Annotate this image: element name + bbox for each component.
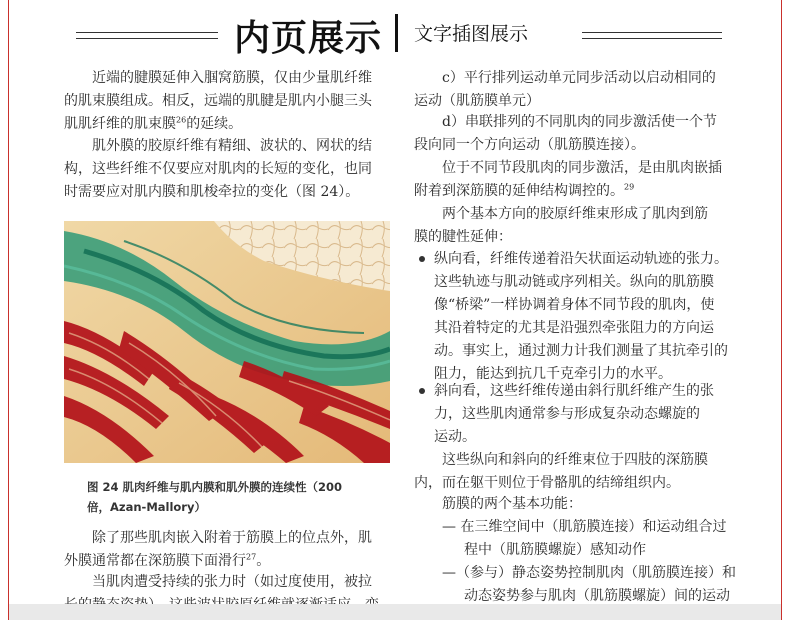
bullet-marker-oblique: [419, 388, 425, 394]
citation-27: 27: [246, 552, 257, 562]
bottom-fade-bar: [9, 604, 781, 620]
histology-figure-24: [64, 221, 390, 463]
banner-rule-right-top: [582, 32, 722, 33]
citation-26: 26: [176, 115, 187, 125]
bullet-oblique: 斜向看，这些纤维传递由斜行肌纤维产生的张 力，这些肌肉通常参与形成复杂动态螺旋的 运动。: [434, 383, 714, 445]
dash-item-posture: —（参与）静态姿势控制肌肉（肌筋膜连接）和 动态姿势参与肌肉（肌筋膜螺旋）间的运动: [442, 565, 736, 604]
dash-item-perception: — 在三维空间中（肌筋膜连接）和运动组合过 程中（肌筋膜螺旋）感知动作: [442, 519, 727, 558]
bullet-marker-longitudinal: [419, 256, 425, 262]
histology-image: [64, 221, 390, 463]
paragraph-functions-intro: 筋膜的两个基本功能：: [442, 496, 582, 512]
paragraph-location: 这些纵向和斜向的纤维束位于四肢的深筋膜 内，而在躯干则位于骨骼肌的结缔组织内。: [414, 452, 708, 491]
banner-rule-left-bottom: [76, 38, 218, 39]
banner-title: 内页展示: [234, 18, 383, 59]
figure-24-caption: 图 24 肌肉纤维与肌内膜和肌外膜的连续性（200 倍，Azan-Mallory）: [87, 480, 343, 514]
item-c: c）平行排列运动单元同步活动以启动相同的 运动（肌筋膜单元）: [414, 70, 716, 109]
banner-rule-right-bottom: [582, 38, 722, 39]
page-frame-left: [8, 0, 9, 620]
citation-29: 29: [624, 182, 635, 192]
paragraph-tendon: 近端的腱膜延伸入腘窝筋膜，仅由少量肌纤维 的肌束膜组成。相反，远端的肌腱是肌内小腿三头 肌肌纤维的肌束膜$^{26}$的延续。: [64, 70, 372, 132]
page-frame-right: [781, 0, 782, 620]
bullet-longitudinal: 纵向看，纤维传递着沿矢状面运动轨迹的张力。 这些轨迹与肌动链或序列相关。纵向的肌筋膜 像“桥梁”一样协调着身体不同节段的肌肉，使 其沿着特定的尤其是沿强烈牵张阻力的方向运 动。事实上，通过测力计我们测量了其抗牵引的 阻力，能达到抗几千克牵引力的水平。: [434, 251, 728, 382]
banner-separator: [395, 14, 398, 52]
paragraph-tension: 当肌肉遭受持续的张力时（如过度使用，被拉: [92, 574, 372, 590]
item-d: d）串联排列的不同肌肉的同步激活使一个节 段向同一个方向运动（肌筋膜连接）。: [414, 114, 717, 153]
banner-rule-left-top: [76, 32, 218, 33]
paragraph-epimysium: 肌外膜的胶原纤维有精细、波状的、网状的结 构，这些纤维不仅要应对肌肉的长短的变化，也同 时需要应对肌内膜和肌梭牵拉的变化（图 24）。: [64, 138, 372, 200]
header-banner: [0, 0, 790, 64]
paragraph-synchronization: 位于不同节段肌肉的同步激活，是由肌肉嵌插 附着到深筋膜的延伸结构调控的。$^{29}$: [414, 160, 722, 199]
banner-subtitle: 文字插图展示: [414, 23, 529, 45]
paragraph-two-directions: 两个基本方向的胶原纤维束形成了肌肉到筋 膜的腱性延伸：: [414, 206, 708, 245]
paragraph-gliding: 除了那些肌肉嵌入附着于筋膜上的位点外，肌 外膜通常都在深筋膜下面滑行$^{27}$。: [64, 530, 372, 569]
